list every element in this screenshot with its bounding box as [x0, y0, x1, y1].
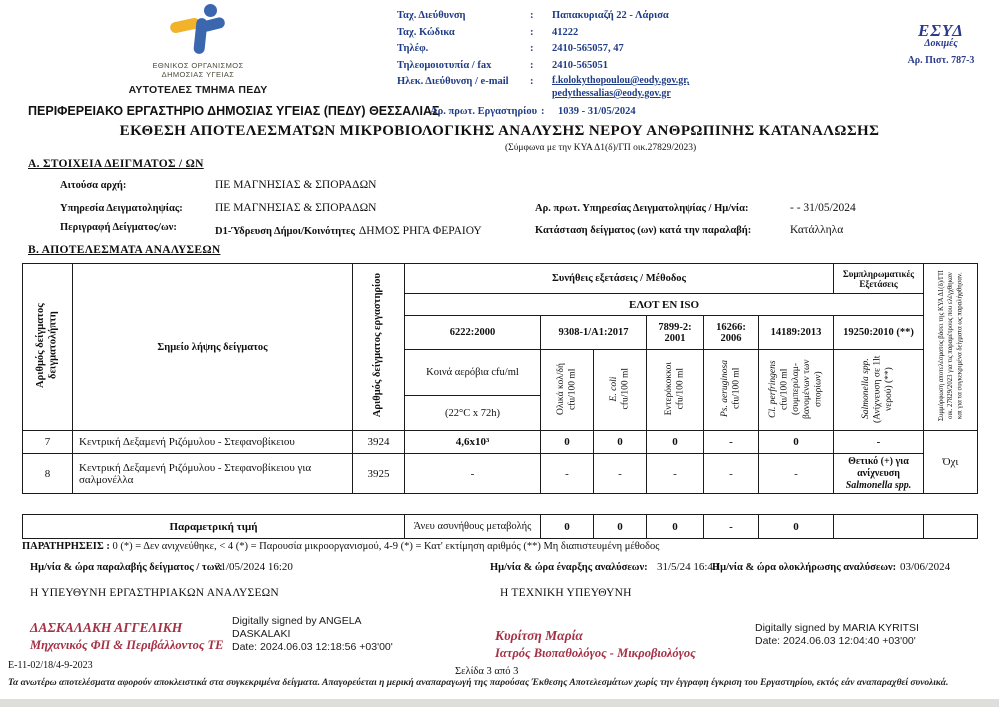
sampler-number-cell: 7 [23, 431, 73, 454]
result-cell: - [704, 454, 759, 494]
contact-row-email [397, 74, 727, 100]
esyd-wordmark: ΕΣΥΔ [918, 21, 964, 40]
notes-text: 0 (*) = Δεν ανιχνεύθηκε, < 4 (*) = Παρουσία μικροοργανισμού, 4-9 (*) = Κατ' εκτίμηση αριθμός (**) Μη διαπιστευμένη μέθοδος [112, 541, 660, 552]
sampling-point-cell: Κεντρική Δεξαμενή Ριζόμυλου - Στεφανοβίκειου [73, 431, 353, 454]
param-header-salmonella: Salmonella spp. (Ανίχνευση σε 1lt νερού) (**) [834, 350, 924, 431]
esyd-block [893, 20, 989, 66]
contact-colon: : [530, 43, 534, 54]
param-header-enterococci: Εντερόκοκκοι cfu/100 ml [647, 350, 704, 431]
esyd-dokimes-label: Δοκιμές [924, 38, 958, 49]
report-subtitle: (Σύμφωνα με την ΚΥΑ Δ1(δ)/ΓΠ οικ.27829/2023) [505, 143, 697, 153]
service-protocol-label: Αρ. πρωτ. Υπηρεσίας Δειγματοληψίας / Ημ/νία: [535, 203, 749, 214]
parametric-compliance-cell [924, 515, 978, 539]
sample-condition-value: Κατάλληλα [790, 224, 844, 236]
contact-colon: : [530, 59, 534, 71]
contact-block [397, 8, 727, 100]
sample-condition-label: Κατάσταση δείγματος (ων) κατά την παραλαβή: [535, 225, 752, 236]
parametric-aerobic-cell: Άνευ ασυνήθους μεταβολής [405, 515, 541, 539]
parametric-value-cell: 0 [594, 515, 647, 539]
analysis-end-value: 03/06/2024 [900, 561, 951, 573]
table-row [23, 454, 978, 494]
analysis-start-value: 31/5/24 16:40 [657, 561, 719, 573]
salmonella-result-cell: - [834, 431, 924, 454]
org-name-line1: ΕΘΝΙΚΟΣ ΟΡΓΑΝΙΣΜΟΣ [152, 61, 244, 70]
lab-protocol-value: 1039 - 31/05/2024 [558, 106, 636, 117]
lab-protocol-colon: : [541, 106, 545, 117]
results-table [22, 263, 978, 494]
lab-number-cell: 3924 [353, 431, 405, 454]
contact-label: Τηλέφ. [397, 43, 429, 54]
contact-row [397, 58, 727, 75]
group-header-supplementary-tests: Συμπληρωματικές Εξετάσεις [834, 264, 924, 294]
contact-colon: : [530, 10, 534, 21]
parametric-row [23, 515, 978, 539]
result-cell: 0 [594, 431, 647, 454]
result-cell: 0 [541, 431, 594, 454]
result-cell: - [647, 454, 704, 494]
param-header-ps-aeruginosa: Ps. aeruginosa cfu/100 ml [704, 350, 759, 431]
scan-edge [0, 699, 999, 707]
department-title: ΑΥΤΟΤΕΛΕΣ ΤΜΗΜΑ ΠΕΔΥ [128, 83, 268, 96]
contact-label: Ηλεκ. Διεύθυνση / e-mail [397, 76, 509, 87]
contact-colon: : [530, 26, 534, 38]
aerobic-result-cell: 4,6x10³ [405, 431, 541, 454]
parametric-value-cell: 0 [541, 515, 594, 539]
result-cell: 0 [759, 431, 834, 454]
contact-row [397, 41, 727, 58]
analyst-signature-title: Μηχανικός ΦΠ & Περιβάλλοντος ΤΕ [30, 638, 224, 652]
standard-14189: 14189:2013 [759, 316, 834, 350]
technical-signature-title: Ιατρός Βιοπαθολόγος - Μικροβιολόγος [495, 646, 696, 660]
standard-19250: 19250:2010 (**) [834, 316, 924, 350]
parametric-value-cell: 0 [647, 515, 704, 539]
requesting-authority-label: Αιτούσα αρχή: [60, 180, 127, 191]
sampler-number-cell: 8 [23, 454, 73, 494]
lab-protocol-label: Αρ. πρωτ. Εργαστηρίου [430, 106, 538, 117]
analysis-end-label: Ημ/νία & ώρα ολοκλήρωσης αναλύσεων: [712, 562, 897, 573]
analysis-start-label: Ημ/νία & ώρα έναρξης αναλύσεων: [490, 562, 648, 573]
sample-description-code: D1-Ύδρευση Δήμοι/Κοινότητες [215, 226, 355, 237]
technical-digital-signature: Digitally signed by MARIA KYRITSI Date: 2024.06.03 12:04:40 +03'00' [755, 622, 919, 647]
col-header-lab-number: Αριθμός δείγματος εργαστηρίου [353, 264, 405, 431]
sample-description-label: Περιγραφή Δείγματος/ων: [60, 222, 177, 233]
report-title: ΕΚΘΕΣΗ ΑΠΟΤΕΛΕΣΜΑΤΩΝ ΜΙΚΡΟΒΙΟΛΟΓΙΚΗΣ ΑΝΑΛΥΣΗΣ ΝΕΡΟΥ ΑΝΘΡΩΠΙΝΗΣ ΚΑΤΑΝΑΛΩΣΗΣ [119, 123, 880, 139]
analyst-signature-name: ΔΑΣΚΑΛΑΚΗ ΑΓΓΕΛΙΚΗ [30, 620, 183, 635]
eody-logo-block [108, 4, 288, 96]
param-header-aerobic-condition: (22°C x 72h) [405, 396, 541, 431]
salmonella-result-cell: Θετικό (+) για ανίχνευση Salmonella spp. [834, 454, 924, 494]
parametric-salmonella-cell [834, 515, 924, 539]
requesting-authority-value: ΠΕ ΜΑΓΝΗΣΙΑΣ & ΣΠΟΡΑΔΩΝ [215, 179, 377, 191]
contact-label: Τηλεομοιοτυπία / fax [397, 59, 492, 71]
col-header-compliance: Συμμόρφωση αποτελέσματος βάσει της ΚΥΑ Δ1(δ)/ΓΠ οικ. 27829/2023 για τις παραμέτρους που ελέγχθηκαν και για τα συγκεκριμένα δείγματα ως παραλήφθησαν. [924, 264, 978, 431]
eody-logo-icon [168, 4, 228, 56]
document-code: E-11-02/18/4-9-2023 [8, 660, 93, 671]
param-header-cl-perfringens: Cl. perfringens cfu/100 ml (συμπεριλαμ-βανομένων των σπορίων) [759, 350, 834, 431]
received-date-label: Ημ/νία & ώρα παραλαβής δείγματος / των: [30, 562, 223, 573]
email-link-2[interactable]: pedythessalias@eody.gov.gr [552, 88, 671, 99]
result-cell: - [594, 454, 647, 494]
accreditation-number: Αρ. Πιστ. 787-3 [907, 55, 975, 66]
contact-row [397, 8, 727, 25]
standard-7899: 7899-2: 2001 [647, 316, 704, 350]
disclaimer-text: Τα ανωτέρω αποτελέσματα αφορούν αποκλειστικά στα συγκεκριμένα δείγματα. Απαγορεύεται η μερική αναπαραγωγή της παρούσας Έκθεσης Αποτελεσμάτων χωρίς την έγγραφη έγκριση του Εργαστηρίου, εκτός εάν αναπαραχθεί συνολικά. [8, 678, 949, 688]
contact-label: Ταχ. Κώδικα [397, 26, 455, 38]
result-cell: - [704, 431, 759, 454]
page-number: Σελίδα 3 από 3 [455, 666, 519, 677]
param-header-total-coliforms: Ολικά κολ/δή cfu/100 ml [541, 350, 594, 431]
group-header-usual-tests: Συνήθεις εξετάσεις / Μέθοδος [405, 264, 834, 294]
sampling-point-cell: Κεντρική Δεξαμενή Ριζόμυλου - Στεφανοβίκειου για σαλμονέλλα [73, 454, 353, 494]
standard-16266: 16266: 2006 [704, 316, 759, 350]
notes-label: ΠΑΡΑΤΗΡΗΣΕΙΣ : [22, 541, 110, 552]
col-header-sampling-point: Σημείο λήψης δείγματος [73, 264, 353, 431]
aerobic-result-cell: - [405, 454, 541, 494]
parametric-value-cell: - [704, 515, 759, 539]
standard-9308: 9308-1/Α1:2017 [541, 316, 647, 350]
lab-analyst-role: Η ΥΠΕΥΘΥΝΗ ΕΡΓΑΣΤΗΡΙΑΚΩΝ ΑΝΑΛΥΣΕΩΝ [30, 587, 279, 599]
result-cell: 0 [647, 431, 704, 454]
sampling-service-value: ΠΕ ΜΑΓΝΗΣΙΑΣ & ΣΠΟΡΑΔΩΝ [215, 202, 377, 214]
notes-line [22, 541, 659, 552]
contact-row [397, 25, 727, 42]
contact-value: 41222 [552, 26, 579, 38]
standard-6222: 6222:2000 [405, 316, 541, 350]
contact-value: 2410-565051 [552, 59, 608, 71]
section-b-heading: Β. ΑΠΟΤΕΛΕΣΜΑΤΑ ΑΝΑΛΥΣΕΩΝ [28, 244, 221, 256]
col-header-sampler-number: Αριθμός δείγματος δειγματολήπτη [23, 264, 73, 431]
lab-number-cell: 3925 [353, 454, 405, 494]
received-date-value: 31/05/2024 16:20 [215, 561, 293, 573]
technical-signature-name: Κυρίτση Μαρία [495, 628, 583, 643]
sample-description-value: ΔΗΜΟΣ ΡΗΓΑ ΦΕΡΑΙΟΥ [358, 225, 482, 237]
result-cell: - [541, 454, 594, 494]
result-cell: - [759, 454, 834, 494]
esyd-logo-icon [908, 20, 974, 50]
contact-label: Ταχ. Διεύθυνση [397, 10, 466, 21]
sampling-service-label: Υπηρεσία Δειγματοληψίας: [60, 203, 183, 214]
parametric-value-cell: 0 [759, 515, 834, 539]
email-link-1[interactable]: f.kolokythopoulou@eody.gov.gr, [552, 75, 690, 86]
section-a-heading: Α. ΣΤΟΙΧΕΙΑ ΔΕΙΓΜΑΤΟΣ / ΩΝ [28, 158, 204, 170]
parametric-value-table [22, 514, 978, 539]
parametric-label-cell: Παραμετρική τιμή [23, 515, 405, 539]
param-header-e-coli: E. coli cfu/100 ml [594, 350, 647, 431]
org-name-line2: ΔΗΜΟΣΙΑΣ ΥΓΕΙΑΣ [161, 70, 235, 80]
table-row [23, 431, 978, 454]
technical-manager-role: Η ΤΕΧΝΙΚΗ ΥΠΕΥΘΥΝΗ [500, 587, 632, 599]
service-protocol-value: - - 31/05/2024 [790, 202, 856, 214]
standard-family-header: ΕΛΟΤ ΕΝ ISO [405, 294, 924, 316]
contact-colon: : [530, 76, 534, 87]
contact-value: Παπακυριαζή 22 - Λάρισα [552, 10, 669, 21]
analyst-digital-signature: Digitally signed by ANGELA DASKALAKI Date: 2024.06.03 12:18:56 +03'00' [232, 615, 393, 653]
param-header-aerobic: Κοινά αερόβια cfu/ml [405, 350, 541, 396]
contact-value: 2410-565057, 47 [552, 43, 624, 54]
lab-name: ΠΕΡΙΦΕΡΕΙΑΚΟ ΕΡΓΑΣΤΗΡΙΟ ΔΗΜΟΣΙΑΣ ΥΓΕΙΑΣ (ΠΕΔΥ) ΘΕΣΣΑΛΙΑΣ [28, 104, 440, 118]
compliance-cell: Όχι [924, 431, 978, 494]
